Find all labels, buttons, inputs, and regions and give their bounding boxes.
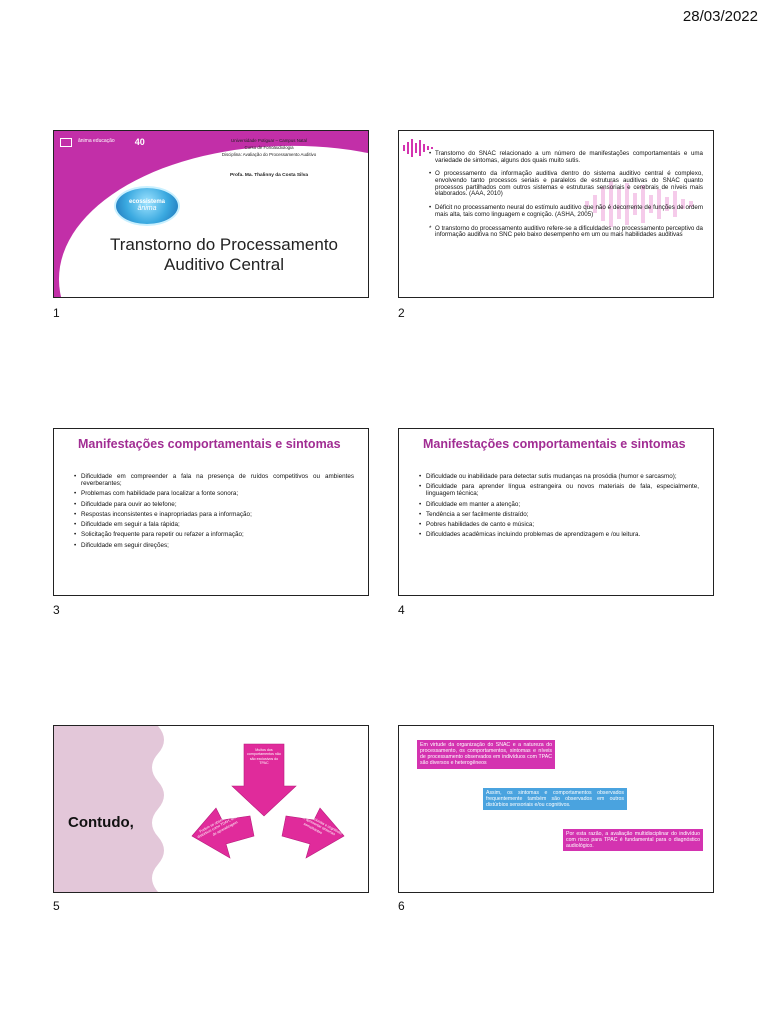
info-line-discipline: Disciplina: Avaliação do Processamento Auditivo xyxy=(221,151,317,157)
list-item: • Dificuldade em compreender a fala na presença de ruídos competitivos ou ambientes reverberantes; xyxy=(74,473,354,487)
list-item: * O transtorno do processamento auditivo refere-se a dificuldades no processamento perceptivo da informação auditiva no SNC pelo baixo desempenho em um ou mais habilidades auditivas xyxy=(429,224,703,239)
decorative-side-panel xyxy=(54,726,166,892)
ecossistema-anima-badge xyxy=(114,186,180,226)
list-item: • Dificuldade em manter a atenção; xyxy=(419,501,699,508)
list-item: • Solicitação frequente para repetir ou refazer a informação; xyxy=(74,531,354,538)
presentation-title xyxy=(94,235,354,275)
slide-4-title: Manifestações comportamentais e sintomas xyxy=(423,437,686,451)
university-logo-icon xyxy=(60,138,72,147)
text-box-evaluation: Por esta razão, a avaliação multidisciplinar do indivíduo com risco para TPAC é fundamental para o diagnóstico audiológico. xyxy=(563,829,703,851)
course-info xyxy=(204,138,334,158)
badge-line-1: ecossistema xyxy=(128,198,166,205)
title-line-1: Transtorno do Processamento xyxy=(109,235,339,254)
list-item: • Dificuldade para ouvir ao telefone; xyxy=(74,501,354,508)
professor-name: Profa. Ma. Thalinny da Costa Silva xyxy=(229,173,309,178)
list-item: • Dificuldade ou inabilidade para detectar sutis mudanças na prosódia (humor e sarcasmo); xyxy=(419,473,699,480)
symptom-list xyxy=(74,473,354,552)
slide-number-1: 1 xyxy=(53,306,60,320)
list-item: • Pobres habilidades de canto e música; xyxy=(419,521,699,528)
document-date: 28/03/2022 xyxy=(682,8,758,25)
slide-6 xyxy=(398,725,714,893)
list-item: • Dificuldade em seguir a fala rápida; xyxy=(74,521,354,528)
info-line-university: Universidade Potiguar – Campus Natal xyxy=(231,138,307,143)
definition-list xyxy=(429,151,703,246)
info-line-course: Curso de Fonoaudiologia xyxy=(244,144,294,150)
arrow-top-label: Muitos dos comportamentos não são exclusivos do TPAC xyxy=(247,748,281,765)
slide-3 xyxy=(53,428,369,596)
list-item: • O processamento da informação auditiva dentro do sistema auditivo central é complexo, envolvendo tanto processos seriais e paralelos de estruturas auditivas do SNAC quanto processos partilhados com outros sistemas e estruturas sensoriais e cerebrais de níveis mais elaborados. (AAA, 2010) xyxy=(429,170,703,198)
slide-5-heading: Contudo, xyxy=(68,814,134,831)
list-item: • Transtorno do SNAC relacionado a um número de manifestações comportamentais e uma variedade de sintomas, alguns dos quais muito sutis. xyxy=(429,150,703,164)
list-item: • Dificuldade em seguir direções; xyxy=(74,542,354,549)
badge-line-2: ânima xyxy=(137,205,157,213)
slide-1 xyxy=(53,130,369,298)
slide-number-6: 6 xyxy=(398,899,405,913)
slide-number-3: 3 xyxy=(53,603,60,617)
arrow-right-label: Alterações emocionais e cognitivas podem apresentar sintomas semelhantes xyxy=(291,805,343,837)
anniversary-logo: 40 xyxy=(134,137,145,147)
symptom-list xyxy=(419,473,699,542)
list-item: • Dificuldades acadêmicas incluindo problemas de aprendizagem e /ou leitura. xyxy=(419,531,699,538)
slide-4 xyxy=(398,428,714,596)
slide-number-4: 4 xyxy=(398,603,405,617)
arrow-left-label: Podem se observar em outros distúrbios como TDAH, dificuldades de aprendizagem xyxy=(196,807,249,840)
text-box-organization: Em virtude da organização do SNAC e a natureza do processamento, os comportamentos, sintomas e níveis de processamento observados em indivíduos com TPAC são diversos e heterogêneos xyxy=(417,740,555,769)
institution-logos xyxy=(60,137,145,147)
anima-logo: ânima educação xyxy=(78,138,115,145)
slide-number-2: 2 xyxy=(398,306,405,320)
title-line-2: Auditivo Central xyxy=(163,255,284,274)
list-item: • Problemas com habilidade para localizar a fonte sonora; xyxy=(74,490,354,497)
list-item: • Dificuldade para aprender língua estrangeira ou novos materiais de fala, especialmente, linguagem técnica; xyxy=(419,483,699,497)
list-item: • Tendência a ser facilmente distraído; xyxy=(419,511,699,518)
text-box-symptoms: Assim, os sintomas e comportamentos observados frequentemente também são observados em outros distúrbios sensoriais e/ou cognitivos. xyxy=(483,788,627,810)
slide-2 xyxy=(398,130,714,298)
slide-number-5: 5 xyxy=(53,899,60,913)
list-item: • Respostas inconsistentes e inapropriadas para a informação; xyxy=(74,511,354,518)
slide-5 xyxy=(53,725,369,893)
slide-3-title: Manifestações comportamentais e sintomas xyxy=(78,437,341,451)
list-item: • Déficit no processamento neural do estímulo auditivo que não é decorrente de funções de ordem mais alta, tais como linguagem e cognição. (ASHA, 2005) xyxy=(429,204,703,218)
